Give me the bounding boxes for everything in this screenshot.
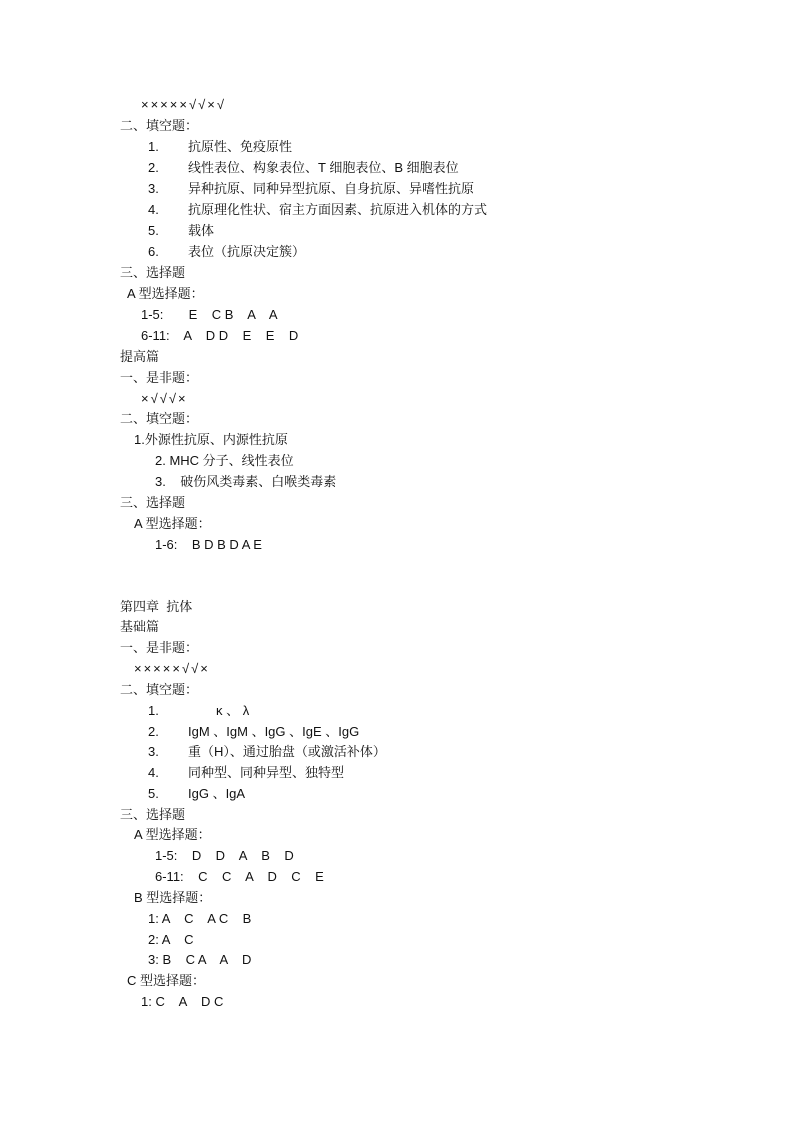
fill-item-text: 抗原性、免疫原性 [188, 139, 293, 154]
fill-item-number: 2. [148, 160, 159, 175]
fill-heading: 二、填空题： [120, 682, 199, 697]
b-type-heading: B 型选择题： [134, 890, 212, 905]
a-type-heading: A 型选择题： [134, 516, 211, 531]
a-type-heading: A 型选择题： [127, 286, 204, 301]
a-type-answers: 1-6: B D B D A E [155, 537, 262, 552]
fill-item-number: 5. [148, 223, 159, 238]
choice-heading: 三、选择题 [120, 495, 186, 510]
fill-item-text: 线性表位、构象表位、T 细胞表位、B 细胞表位 [188, 160, 459, 175]
fill-item-text: 重（H）、通过胎盘（或激活补体） [188, 744, 386, 759]
a-type-answers: 6-11: C C A D C E [155, 869, 324, 884]
a-type-answers: 1-5: D D A B D [155, 848, 294, 863]
fill-item-number: 4. [148, 765, 159, 780]
fill-item-number: 6. [148, 244, 159, 259]
a-type-answers: 1-5: E C B A A [141, 307, 278, 322]
fill-item-text: 异种抗原、同种异型抗原、自身抗原、异嗜性抗原 [188, 181, 475, 196]
fill-item-number: 5. [148, 786, 159, 801]
tf-heading: 一、是非题： [120, 640, 199, 655]
fill-item-number: 1. [148, 139, 159, 154]
fill-item-text: 抗原理化性状、宿主方面因素、抗原进入机体的方式 [188, 202, 488, 217]
choice-heading: 三、选择题 [120, 807, 186, 822]
fill-item-number: 4. [148, 202, 159, 217]
fill-heading: 二、填空题： [120, 411, 199, 426]
b-type-answers: 1: A C A C B [148, 911, 252, 926]
fill-item-text: IgG 、IgA [188, 786, 246, 801]
b-type-answers: 2: A C [148, 932, 194, 947]
fill-item-number: 3. [148, 744, 159, 759]
choice-heading: 三、选择题 [120, 265, 186, 280]
fill-heading: 二、填空题： [120, 118, 199, 133]
a-type-answers: 6-11: A D D E E D [141, 328, 299, 343]
fill-item-number: 3. [148, 181, 159, 196]
a-type-heading: A 型选择题： [134, 827, 211, 842]
fill-item-text: 同种型、同种异型、独特型 [188, 765, 345, 780]
tf-answers: ×××××√√× [134, 661, 210, 676]
fill-item-text: IgM 、IgM 、IgG 、IgE 、IgG [188, 724, 360, 739]
tf-answers: ×√√√× [141, 391, 188, 406]
fill-item: 2. MHC 分子、线性表位 [155, 453, 294, 468]
chapter-title: 第四章 抗体 [120, 599, 193, 614]
tf-answers: ×××××√√×√ [141, 97, 226, 112]
fill-item-number: 1. [148, 703, 159, 718]
fill-item-text: κ 、 λ [216, 703, 250, 718]
c-type-heading: C 型选择题： [127, 973, 206, 988]
basic-title: 基础篇 [120, 619, 160, 634]
c-type-answers: 1: C A D C [141, 994, 224, 1009]
fill-item: 3. 破伤风类毒素、白喉类毒素 [155, 474, 337, 489]
fill-item-number: 2. [148, 724, 159, 739]
tf-heading: 一、是非题： [120, 370, 199, 385]
fill-item: 1.外源性抗原、内源性抗原 [134, 432, 288, 447]
b-type-answers: 3: B C A A D [148, 952, 252, 967]
fill-item-text: 载体 [188, 223, 215, 238]
advanced-title: 提高篇 [120, 349, 160, 364]
fill-item-text: 表位（抗原决定簇） [188, 244, 306, 259]
